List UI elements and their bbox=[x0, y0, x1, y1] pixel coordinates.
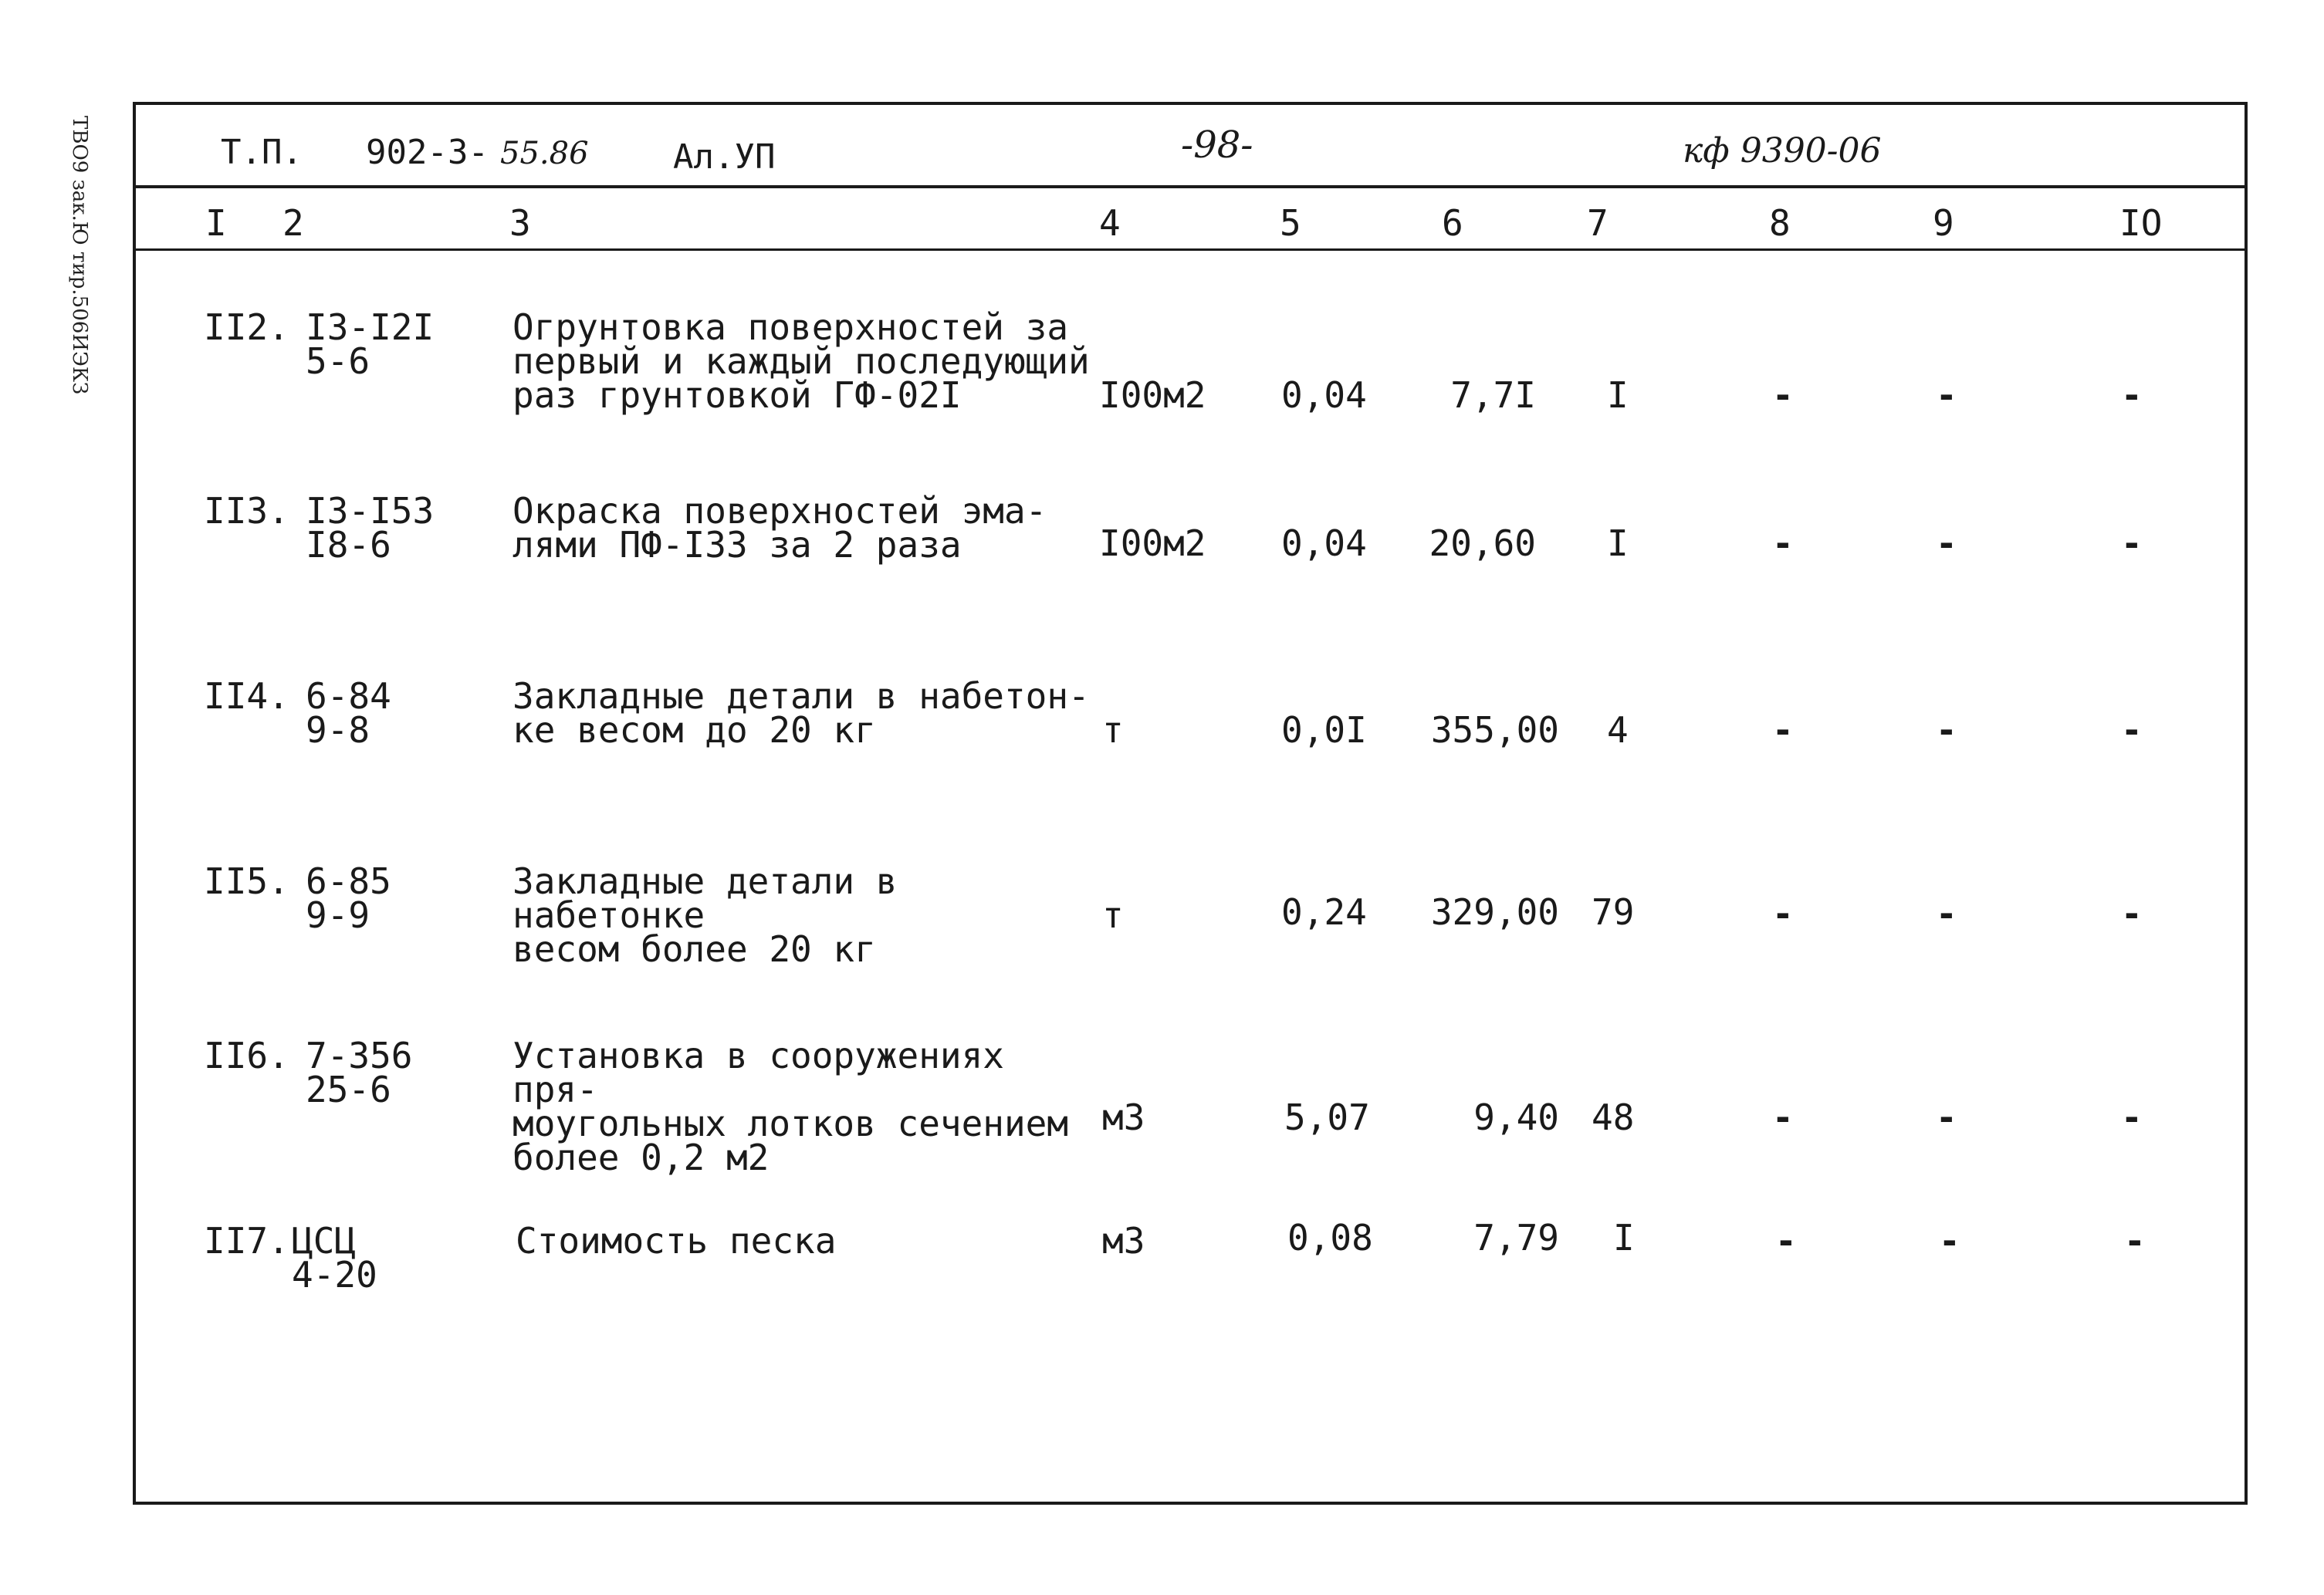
column-9-value: - bbox=[1936, 1097, 1957, 1138]
row-number: II4. bbox=[204, 675, 289, 717]
unit-price: 329,00 bbox=[1430, 891, 1559, 933]
total-cost: 79 bbox=[1592, 891, 1635, 933]
unit-price: 20,60 bbox=[1429, 522, 1536, 564]
album-label: Ал.УП bbox=[673, 137, 776, 177]
quantity: 5,07 bbox=[1284, 1097, 1370, 1138]
document-code: кф 9390-06 bbox=[1683, 131, 1882, 171]
column-number-10: IO bbox=[2119, 202, 2163, 244]
total-cost: 48 bbox=[1592, 1097, 1635, 1138]
work-description: Окраска поверхностей эма- лями ПФ-I33 за 2 раза bbox=[512, 490, 1047, 566]
rate-code: 6-84 9-8 bbox=[306, 675, 391, 751]
rate-code: I3-I2I 5-6 bbox=[306, 306, 435, 382]
work-description: Закладные детали в набетонке весом более 20 кг bbox=[512, 860, 898, 970]
column-10-value: - bbox=[2121, 1097, 2143, 1138]
column-number-1: I bbox=[205, 202, 227, 244]
column-9-value: - bbox=[1936, 709, 1957, 751]
unit: м3 bbox=[1102, 1220, 1145, 1262]
row-number: II7. bbox=[204, 1220, 289, 1262]
column-number-6: 6 bbox=[1442, 202, 1463, 244]
column-number-4: 4 bbox=[1099, 202, 1121, 244]
column-number-9: 9 bbox=[1933, 202, 1954, 244]
unit: т bbox=[1102, 894, 1124, 936]
column-10-value: - bbox=[2121, 709, 2143, 751]
unit-price: 355,00 bbox=[1430, 709, 1559, 751]
quantity: 0,04 bbox=[1281, 374, 1367, 416]
column-number-7: 7 bbox=[1587, 202, 1609, 244]
unit-price: 7,7I bbox=[1450, 374, 1536, 416]
column-9-value: - bbox=[1936, 522, 1957, 564]
total-cost: I bbox=[1607, 374, 1629, 416]
column-9-value: - bbox=[1939, 1220, 1960, 1262]
tp-number-handwritten: 55.86 bbox=[500, 136, 589, 171]
unit: I00м2 bbox=[1099, 522, 1206, 564]
column-number-2: 2 bbox=[282, 202, 304, 244]
column-8-value: - bbox=[1772, 1097, 1794, 1138]
column-numbers-divider bbox=[133, 248, 2248, 251]
column-10-value: - bbox=[2121, 522, 2143, 564]
rate-code: 7-356 25-6 bbox=[306, 1035, 413, 1110]
tp-number: 902-3- bbox=[366, 133, 489, 172]
row-number: II3. bbox=[204, 490, 289, 532]
rate-code: I3-I53 I8-6 bbox=[306, 490, 435, 566]
column-number-3: 3 bbox=[509, 202, 531, 244]
unit: I00м2 bbox=[1099, 374, 1206, 416]
column-9-value: - bbox=[1936, 893, 1957, 934]
unit: м3 bbox=[1102, 1097, 1145, 1138]
margin-print-note-text: ТВО9 зак.Ю тир.506ИЭКЗ bbox=[68, 116, 91, 395]
column-8-value: - bbox=[1772, 893, 1794, 934]
column-10-value: - bbox=[2124, 1220, 2146, 1262]
quantity: 0,24 bbox=[1281, 891, 1367, 933]
work-description: Стоимость песка bbox=[516, 1220, 837, 1262]
unit-price: 7,79 bbox=[1473, 1217, 1559, 1259]
column-8-value: - bbox=[1772, 709, 1794, 751]
column-number-8: 8 bbox=[1769, 202, 1791, 244]
unit-price: 9,40 bbox=[1473, 1097, 1559, 1138]
rate-code: ЦСЦ 4-20 bbox=[292, 1220, 377, 1296]
column-10-value: - bbox=[2121, 374, 2143, 416]
column-8-value: - bbox=[1775, 1220, 1797, 1262]
total-cost: I bbox=[1607, 522, 1629, 564]
quantity: 0,04 bbox=[1281, 522, 1367, 564]
total-cost: 4 bbox=[1607, 709, 1629, 751]
document-frame bbox=[133, 102, 2248, 1505]
work-description: Установка в сооружениях пря- моугольных лотков сечением более 0,2 м2 bbox=[512, 1035, 1069, 1178]
column-8-value: - bbox=[1772, 522, 1794, 564]
header-divider bbox=[133, 185, 2248, 188]
row-number: II5. bbox=[204, 860, 289, 902]
margin-print-note bbox=[46, 116, 108, 502]
rate-code: 6-85 9-9 bbox=[306, 860, 391, 936]
quantity: 0,08 bbox=[1287, 1217, 1373, 1259]
column-number-5: 5 bbox=[1280, 202, 1301, 244]
page-number: -98- bbox=[1181, 123, 1253, 167]
column-10-value: - bbox=[2121, 893, 2143, 934]
quantity: 0,0I bbox=[1281, 709, 1367, 751]
column-8-value: - bbox=[1772, 374, 1794, 416]
work-description: Закладные детали в набетон- ке весом до 20 кг bbox=[512, 675, 1090, 751]
work-description: Огрунтовка поверхностей за первый и каждый последующий раз грунтовкой ГФ-02I bbox=[512, 306, 1090, 416]
row-number: II6. bbox=[204, 1035, 289, 1076]
unit: т bbox=[1102, 709, 1124, 751]
column-9-value: - bbox=[1936, 374, 1957, 416]
row-number: II2. bbox=[204, 306, 289, 348]
tp-label: Т.П. bbox=[221, 133, 303, 172]
total-cost: I bbox=[1613, 1217, 1635, 1259]
